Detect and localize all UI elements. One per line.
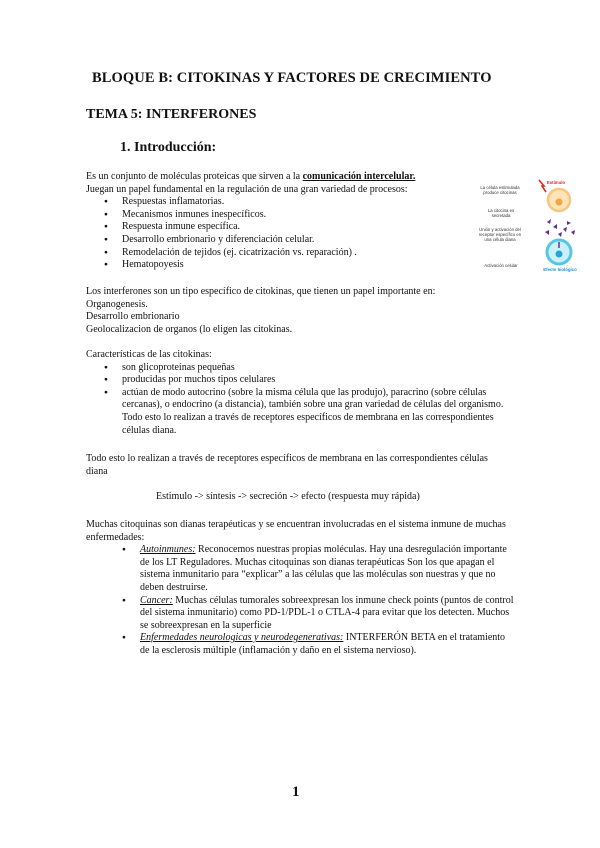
disease-text: INTERFERÓN BETA en el tratamiento de la esclerosis múltiple (inflamación y daño en el sistema nervioso). — [140, 632, 506, 656]
interferon-role: Geolocalizacion de organos (lo eligen las citokinas. — [86, 323, 293, 335]
diseases-list — [140, 544, 514, 657]
list-item: ● Mecanismos inmunes inespecíficos. — [122, 209, 464, 222]
stimulus-arrow-icon — [539, 180, 546, 192]
target-nucleus-icon — [556, 251, 563, 258]
diseases-section — [86, 519, 516, 658]
figure-label-binding: Unión y activación del receptor específico en una célula diana — [478, 227, 522, 242]
list-item: ● producidas por muchos tipos celulares — [122, 374, 514, 387]
intro-highlight: comunicación intercelular. — [302, 171, 416, 182]
block-title: BLOQUE B: CITOKINAS Y FACTORES DE CRECIMIENTO — [92, 70, 492, 86]
list-item: ● Respuestas inflamatorias. — [122, 196, 464, 209]
list-item: ● Desarrollo embrionario y diferenciación celular. — [122, 234, 464, 247]
list-item — [140, 544, 514, 594]
process-flow: Estimulo -> síntesis -> secreción -> efecto (respuesta muy rápida) — [156, 491, 420, 502]
intro-processes-lead: Juegan un papel fundamental en la regulación de una gran variedad de procesos: — [86, 183, 408, 195]
intro-paragraph — [86, 171, 464, 272]
list-item: ● actúan de modo autocrino (sobre la misma célula que las produjo), paracrino (sobre células cercanas), o endocrino (a distancia), también sobre una gran variedad de células del organismo. Todo esto lo realizan a través de receptores específicos de membrana en las correspondientes células diana. — [122, 387, 514, 437]
diseases-intro: Muchas citoquinas son dianas terapéuticas y se encuentran involucradas en el sistema inmune de muchas enfermedades: — [86, 519, 506, 543]
list-item: ● son glicoproteínas pequeñas — [122, 362, 514, 375]
list-item — [140, 595, 514, 633]
figure-label-stimulus: Estímulo — [546, 180, 566, 185]
disease-label: Enfermedades neurologicas y neurodegenerativas: — [140, 632, 344, 644]
figure-label-stimulated: La célula estimulada produce citocinas — [480, 185, 520, 195]
processes-list — [122, 196, 464, 272]
list-item: ● Remodelación de tejidos (ej. cicatrización vs. reparación) . — [122, 247, 464, 260]
summary-paragraph: Todo esto lo realizan a través de receptores específicos de membrana en las correspondientes células diana — [86, 453, 488, 477]
list-item: ● Hematopoyesis — [122, 259, 464, 272]
intro-text: Es un conjunto de moléculas proteicas que sirven a la — [86, 171, 303, 182]
disease-text: Reconocemos nuestras propias moléculas. Hay una desregulación importante de los LT Reguladores. Muchas citoquinas son dianas terapéuticas Son los que apagan el sistema inmunitario para “explicar” a las células que las moléculas son nuestras y que no deben destruirse. — [140, 544, 507, 593]
disease-text: Muchas células tumorales sobreexpresan los inmune check points (puntos de control del sistema inmunitario) como PD-1/PDL-1 o CTLA-4 para evitar que los detecten. Muchos se sobreexpresan en la superficie — [140, 594, 514, 631]
figure-label-secreted: La citocina es secretada — [487, 208, 515, 218]
disease-label: Cancer: — [140, 594, 173, 606]
interferons-lead: Los interferones son un tipo específico de citokinas, que tienen un papel importante en: — [86, 286, 436, 297]
interferon-role: Organogenesis. — [86, 298, 148, 310]
cytokine-signaling-figure — [473, 172, 591, 275]
interferon-role: Desarrollo embrionario — [86, 311, 180, 323]
list-item — [140, 632, 514, 657]
characteristics-list — [122, 362, 514, 438]
section-title: 1. Introducción: — [120, 140, 217, 155]
disease-label: Autoinmunes: — [140, 544, 196, 556]
list-item: ● Respuesta inmune específica. — [122, 221, 464, 234]
interferons-paragraph — [86, 286, 506, 336]
signaling-diagram — [473, 172, 591, 275]
figure-label-effect: Efecto biológico — [543, 267, 577, 272]
characteristics-title: Características de las citokinas: — [86, 349, 212, 360]
figure-label-activation: Activación celular — [484, 263, 518, 268]
characteristics-section — [86, 349, 516, 437]
producer-nucleus-icon — [556, 199, 563, 206]
topic-title: TEMA 5: INTERFERONES — [86, 107, 257, 122]
cytokine-molecules-icon — [545, 219, 575, 237]
page-number: 1 — [292, 784, 300, 800]
